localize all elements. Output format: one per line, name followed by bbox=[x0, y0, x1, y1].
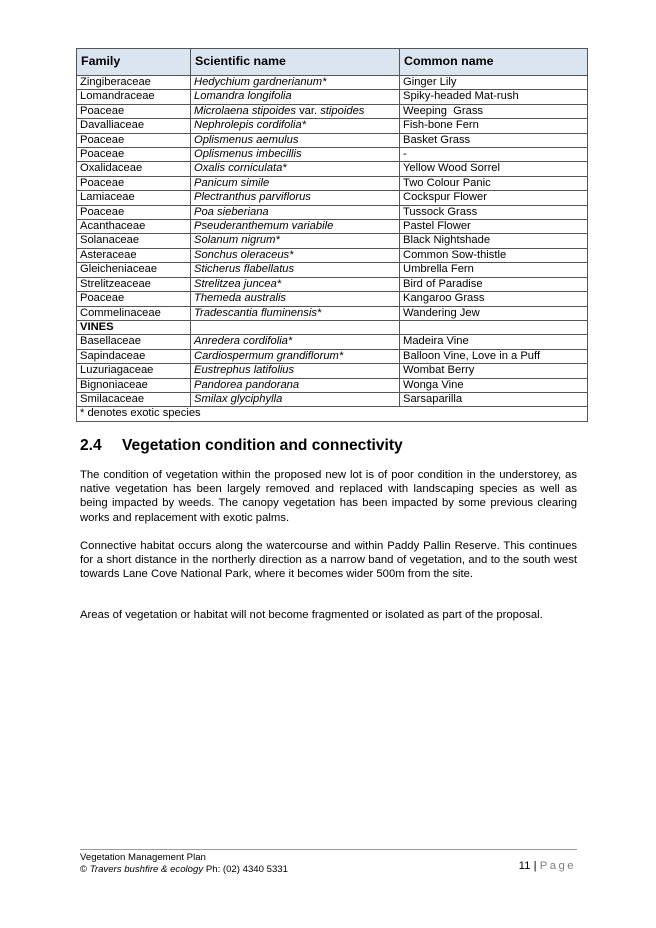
footer-company: Travers bushfire & ecology bbox=[89, 864, 204, 875]
common-name-cell: Wombat Berry bbox=[400, 364, 588, 378]
family-cell: Gleicheniaceae bbox=[77, 263, 191, 277]
scientific-name-cell: Lomandra longifolia bbox=[191, 90, 400, 104]
scientific-name-cell: Plectranthus parviflorus bbox=[191, 191, 400, 205]
column-header-scientific-name: Scientific name bbox=[191, 49, 400, 76]
table-row bbox=[77, 205, 588, 219]
family-cell: Poaceae bbox=[77, 292, 191, 306]
table-row bbox=[77, 176, 588, 190]
footer-contact bbox=[80, 864, 288, 876]
footer-info bbox=[80, 852, 288, 876]
empty-cell bbox=[400, 320, 588, 334]
column-header-family: Family bbox=[77, 49, 191, 76]
table-row bbox=[77, 133, 588, 147]
section-number: 2.4 bbox=[80, 437, 102, 454]
table-row bbox=[77, 292, 588, 306]
family-cell: Poaceae bbox=[77, 205, 191, 219]
scientific-name-cell: Poa sieberiana bbox=[191, 205, 400, 219]
common-name-cell: Basket Grass bbox=[400, 133, 588, 147]
family-cell: Poaceae bbox=[77, 176, 191, 190]
family-cell: Acanthaceae bbox=[77, 220, 191, 234]
scientific-name-cell: Pseuderanthemum variabile bbox=[191, 220, 400, 234]
section-row-vines bbox=[77, 320, 588, 334]
table-row bbox=[77, 90, 588, 104]
scientific-name-cell: Oxalis corniculata* bbox=[191, 162, 400, 176]
table-footnote: * denotes exotic species bbox=[77, 407, 588, 421]
table-row bbox=[77, 191, 588, 205]
common-name-cell: Pastel Flower bbox=[400, 220, 588, 234]
footer-doc-title: Vegetation Management Plan bbox=[80, 852, 206, 863]
scientific-name-cell: Pandorea pandorana bbox=[191, 378, 400, 392]
paragraph-vegetation-condition: The condition of vegetation within the proposed new lot is of poor condition in the understorey, as native vegetation has been largely removed and replaced with landscaping species as well as being impacted by weeds. The canopy vegetation has been impacted by some previous clearing works and replacement with exotic palms. bbox=[80, 469, 577, 524]
scientific-name-cell: Anredera cordifolia* bbox=[191, 335, 400, 349]
table-row bbox=[77, 349, 588, 363]
family-cell: Oxalidaceae bbox=[77, 162, 191, 176]
table-row bbox=[77, 392, 588, 406]
common-name-cell: Yellow Wood Sorrel bbox=[400, 162, 588, 176]
table-footnote-row bbox=[77, 407, 588, 421]
table-row bbox=[77, 335, 588, 349]
common-name-cell: Madeira Vine bbox=[400, 335, 588, 349]
scientific-name-cell: Smilax glyciphylla bbox=[191, 392, 400, 406]
family-cell: Smilacaceae bbox=[77, 392, 191, 406]
section-title: Vegetation condition and connectivity bbox=[122, 437, 403, 454]
variety-marker: var. bbox=[295, 104, 321, 117]
common-name-cell: Cockspur Flower bbox=[400, 191, 588, 205]
paragraph-fragmentation: Areas of vegetation or habitat will not become fragmented or isolated as part of the proposal. bbox=[80, 609, 543, 621]
table-row bbox=[77, 248, 588, 262]
page-separator: | bbox=[533, 860, 537, 872]
scientific-name-cell: Tradescantia fluminensis* bbox=[191, 306, 400, 320]
common-name-cell: Weeping Grass bbox=[400, 104, 588, 118]
column-header-common-name: Common name bbox=[400, 49, 588, 76]
family-cell: Zingiberaceae bbox=[77, 76, 191, 90]
family-cell: Poaceae bbox=[77, 148, 191, 162]
family-cell: Strelitzeaceae bbox=[77, 277, 191, 291]
scientific-name-cell: Oplismenus aemulus bbox=[191, 133, 400, 147]
scientific-name-cell: Panicum simile bbox=[191, 176, 400, 190]
common-name-cell: Spiky-headed Mat-rush bbox=[400, 90, 588, 104]
common-name-cell: - bbox=[400, 148, 588, 162]
table-row bbox=[77, 234, 588, 248]
family-cell: Basellaceae bbox=[77, 335, 191, 349]
family-cell: Luzuriagaceae bbox=[77, 364, 191, 378]
family-cell: Davalliaceae bbox=[77, 119, 191, 133]
common-name-cell: Common Sow-thistle bbox=[400, 248, 588, 262]
footer-phone: Ph: (02) 4340 5331 bbox=[205, 864, 288, 875]
species-table bbox=[76, 48, 588, 422]
scientific-name-part: stipoides bbox=[320, 104, 365, 117]
table-row bbox=[77, 162, 588, 176]
common-name-cell: Ginger Lily bbox=[400, 76, 588, 90]
scientific-name-cell bbox=[191, 104, 400, 118]
empty-cell bbox=[191, 320, 400, 334]
common-name-cell: Balloon Vine, Love in a Puff bbox=[400, 349, 588, 363]
scientific-name-cell: Sticherus flabellatus bbox=[191, 263, 400, 277]
table-row bbox=[77, 277, 588, 291]
common-name-cell: Sarsaparilla bbox=[400, 392, 588, 406]
common-name-cell: Wonga Vine bbox=[400, 378, 588, 392]
section-heading bbox=[80, 437, 403, 455]
table-row bbox=[77, 148, 588, 162]
family-cell: Poaceae bbox=[77, 104, 191, 118]
family-cell: Bignoniaceae bbox=[77, 378, 191, 392]
common-name-cell: Tussock Grass bbox=[400, 205, 588, 219]
family-cell: Commelinaceae bbox=[77, 306, 191, 320]
scientific-name-part: Microlaena stipoides bbox=[194, 104, 296, 117]
family-cell: Asteraceae bbox=[77, 248, 191, 262]
table-row bbox=[77, 104, 588, 118]
common-name-cell: Fish-bone Fern bbox=[400, 119, 588, 133]
scientific-name-cell: Solanum nigrum* bbox=[191, 234, 400, 248]
scientific-name-cell: Oplismenus imbecillis bbox=[191, 148, 400, 162]
copyright-symbol: © bbox=[80, 864, 88, 875]
scientific-name-cell: Nephrolepis cordifolia* bbox=[191, 119, 400, 133]
table-row bbox=[77, 306, 588, 320]
common-name-cell: Wandering Jew bbox=[400, 306, 588, 320]
table-row bbox=[77, 364, 588, 378]
scientific-name-cell: Hedychium gardnerianum* bbox=[191, 76, 400, 90]
page-label: Page bbox=[539, 860, 576, 872]
common-name-cell: Kangaroo Grass bbox=[400, 292, 588, 306]
table-row bbox=[77, 76, 588, 90]
family-cell: Lamiaceae bbox=[77, 191, 191, 205]
scientific-name-cell: Strelitzea juncea* bbox=[191, 277, 400, 291]
table-row bbox=[77, 263, 588, 277]
table-header-row bbox=[77, 49, 588, 76]
table-row bbox=[77, 378, 588, 392]
common-name-cell: Umbrella Fern bbox=[400, 263, 588, 277]
common-name-cell: Two Colour Panic bbox=[400, 176, 588, 190]
table-row bbox=[77, 220, 588, 234]
family-cell: Solanaceae bbox=[77, 234, 191, 248]
footer-divider bbox=[80, 849, 577, 850]
family-cell: Poaceae bbox=[77, 133, 191, 147]
page-number: 11 bbox=[518, 860, 531, 872]
common-name-cell: Black Nightshade bbox=[400, 234, 588, 248]
family-cell: Sapindaceae bbox=[77, 349, 191, 363]
scientific-name-cell: Themeda australis bbox=[191, 292, 400, 306]
scientific-name-cell: Sonchus oleraceus* bbox=[191, 248, 400, 262]
paragraph-connective-habitat: Connective habitat occurs along the watercourse and within Paddy Pallin Reserve. This continues for a short distance in the northerly direction as a narrow band of vegetation, and to the south west towards Lane Cove National Park, where it becomes wider 500m from the site. bbox=[80, 540, 577, 581]
common-name-cell: Bird of Paradise bbox=[400, 277, 588, 291]
section-label: VINES bbox=[77, 320, 191, 334]
page-indicator bbox=[519, 860, 576, 872]
scientific-name-cell: Eustrephus latifolius bbox=[191, 364, 400, 378]
family-cell: Lomandraceae bbox=[77, 90, 191, 104]
scientific-name-cell: Cardiospermum grandiflorum* bbox=[191, 349, 400, 363]
table-row bbox=[77, 119, 588, 133]
